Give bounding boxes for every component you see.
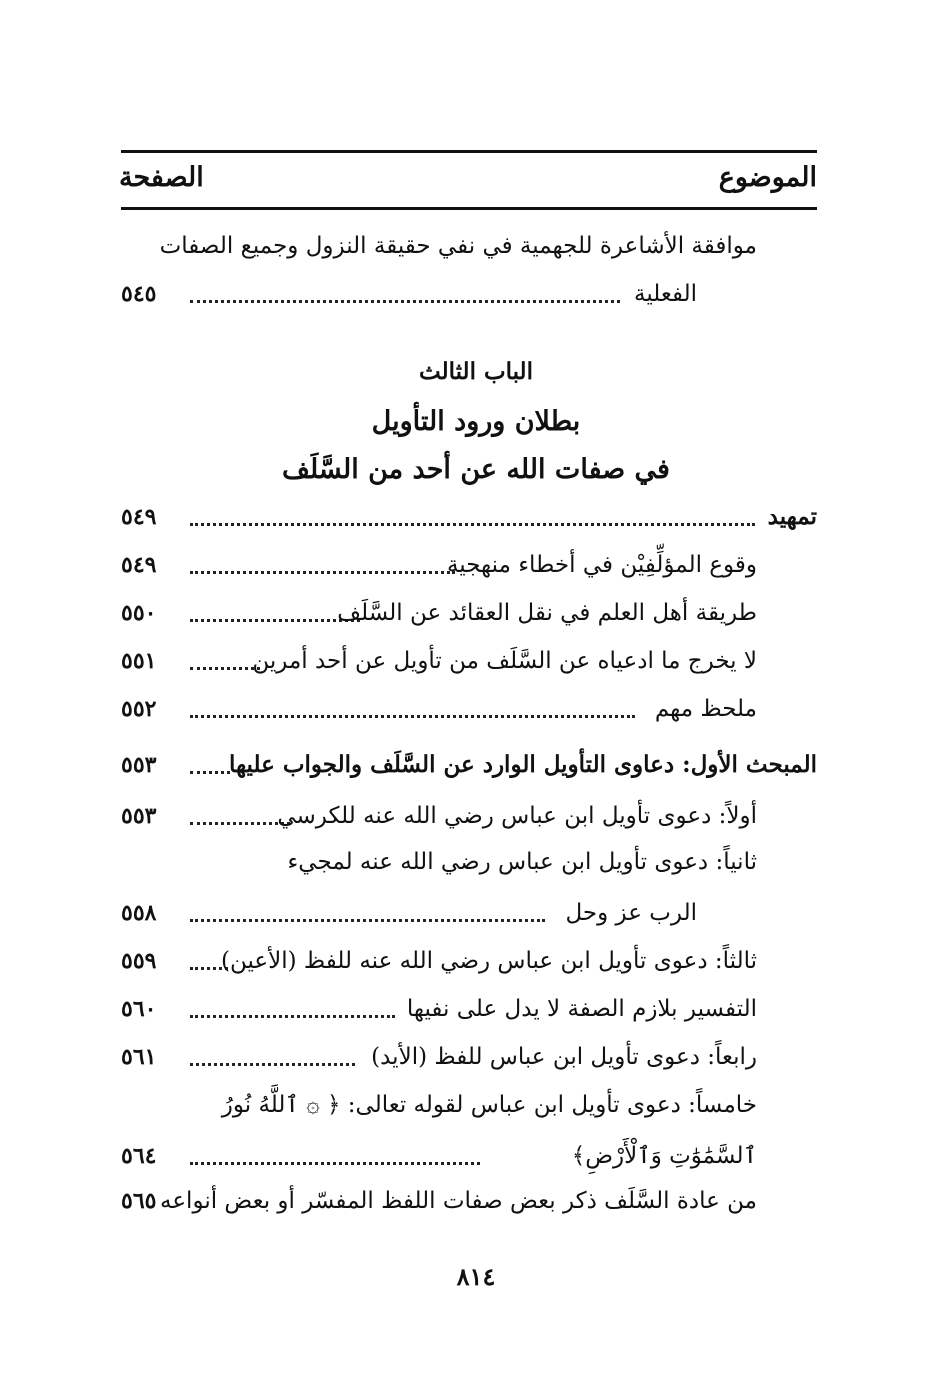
entry-title: الرب عز وحل	[565, 900, 697, 926]
leader-dots	[190, 667, 260, 670]
chapter-subtitle: في صفات الله عن أحد من السَّلَف	[282, 454, 670, 485]
leader-dots	[190, 1162, 480, 1165]
entry-page-number: ٥٥١	[121, 648, 157, 674]
entry-page-number: ٥٦٤	[121, 1143, 157, 1169]
leader-dots	[190, 300, 620, 303]
entry-title: ثانياً: دعوى تأويل ابن عباس رضي الله عنه لمجيء	[287, 849, 757, 875]
toc-entry	[0, 641, 952, 681]
entry-page-number: ٥٦٥	[121, 1188, 157, 1214]
entry-title-line-2: الفعلية	[633, 281, 697, 307]
leader-dots	[190, 1015, 395, 1018]
leader-dots	[190, 523, 755, 526]
entry-title: التفسير بلازم الصفة لا يدل على نفيها	[406, 996, 757, 1022]
entry-page-number: ٥٥٣	[121, 752, 157, 778]
toc-entry	[0, 796, 952, 836]
entry-page-number: ٥٥٢	[121, 696, 157, 722]
header-top-rule	[121, 150, 817, 153]
toc-entry	[0, 1037, 952, 1077]
entry-title: أولاً: دعوى تأويل ابن عباس رضي الله عنه للكرسي	[277, 803, 757, 829]
toc-entry	[0, 274, 952, 314]
toc-entry	[0, 497, 952, 537]
entry-page-number: ٥٦١	[121, 1044, 157, 1070]
leader-dots	[190, 571, 455, 574]
toc-entry	[0, 1181, 952, 1221]
entry-page-number: ٥٥٩	[121, 948, 157, 974]
topic-column-header: الموضوع	[718, 162, 817, 193]
page-column-header: الصفحة	[119, 162, 204, 193]
entry-title: ثالثاً: دعوى تأويل ابن عباس رضي الله عنه للفظ (الأعين)	[220, 948, 757, 974]
entry-title: من عادة السَّلَف ذكر بعض صفات اللفظ المفسّر أو بعض أنواعه	[160, 1188, 757, 1214]
toc-entry	[0, 842, 952, 882]
entry-page-number: ٥٥٣	[121, 803, 157, 829]
leader-dots	[190, 619, 360, 622]
entry-line-1: موافقة الأشاعرة للجهمية في نفي حقيقة النزول وجميع الصفات	[159, 233, 757, 259]
entry-title: تمهيد	[767, 503, 817, 530]
entry-title: رابعاً: دعوى تأويل ابن عباس للفظ (الأيد)	[371, 1044, 757, 1070]
entry-title: طريقة أهل العلم في نقل العقائد عن السَّلَف	[337, 600, 757, 626]
entry-page-number: ٥٦٠	[121, 996, 157, 1022]
toc-entry	[0, 893, 952, 933]
toc-entry	[0, 745, 952, 785]
entry-title: لا يخرج ما ادعياه عن السَّلَف من تأويل عن أحد أمرين	[252, 648, 757, 674]
toc-entry	[0, 989, 952, 1029]
leader-dots	[190, 771, 230, 774]
toc-entry	[0, 593, 952, 633]
toc-entry	[0, 689, 952, 729]
toc-entry	[0, 1136, 952, 1176]
entry-title: ملحظ مهم	[654, 696, 757, 722]
toc-entry	[0, 1085, 952, 1125]
leader-dots	[190, 822, 290, 825]
toc-entry	[0, 545, 952, 585]
leader-dots	[190, 1063, 355, 1066]
chapter-title: بطلان ورود التأويل	[371, 406, 581, 437]
entry-page-number: ٥٤٩	[121, 552, 157, 578]
entry-page-number: ٥٤٥	[121, 281, 157, 307]
leader-dots	[190, 919, 545, 922]
entry-page-number: ٥٥٨	[121, 900, 157, 926]
entry-title: ٱلسَّمَٰوَٰتِ وَٱلْأَرْضِ﴾	[571, 1143, 757, 1169]
header-bottom-rule	[121, 207, 817, 210]
entry-title: المبحث الأول: دعاوى التأويل الوارد عن السَّلَف والجواب عليها	[228, 751, 817, 778]
entry-title: وقوع المؤلِّفِيْن في أخطاء منهجية	[446, 552, 757, 578]
chapter-label: الباب الثالث	[419, 358, 533, 385]
leader-dots	[190, 715, 635, 718]
toc-entry	[0, 941, 952, 981]
entry-page-number: ٥٤٩	[121, 504, 157, 530]
page-number: ٨١٤	[456, 1262, 496, 1291]
entry-page-number: ٥٥٠	[121, 600, 157, 626]
entry-title: خامساً: دعوى تأويل ابن عباس لقوله تعالى: ﴿ ۞ ٱللَّهُ نُورُ	[221, 1092, 757, 1118]
